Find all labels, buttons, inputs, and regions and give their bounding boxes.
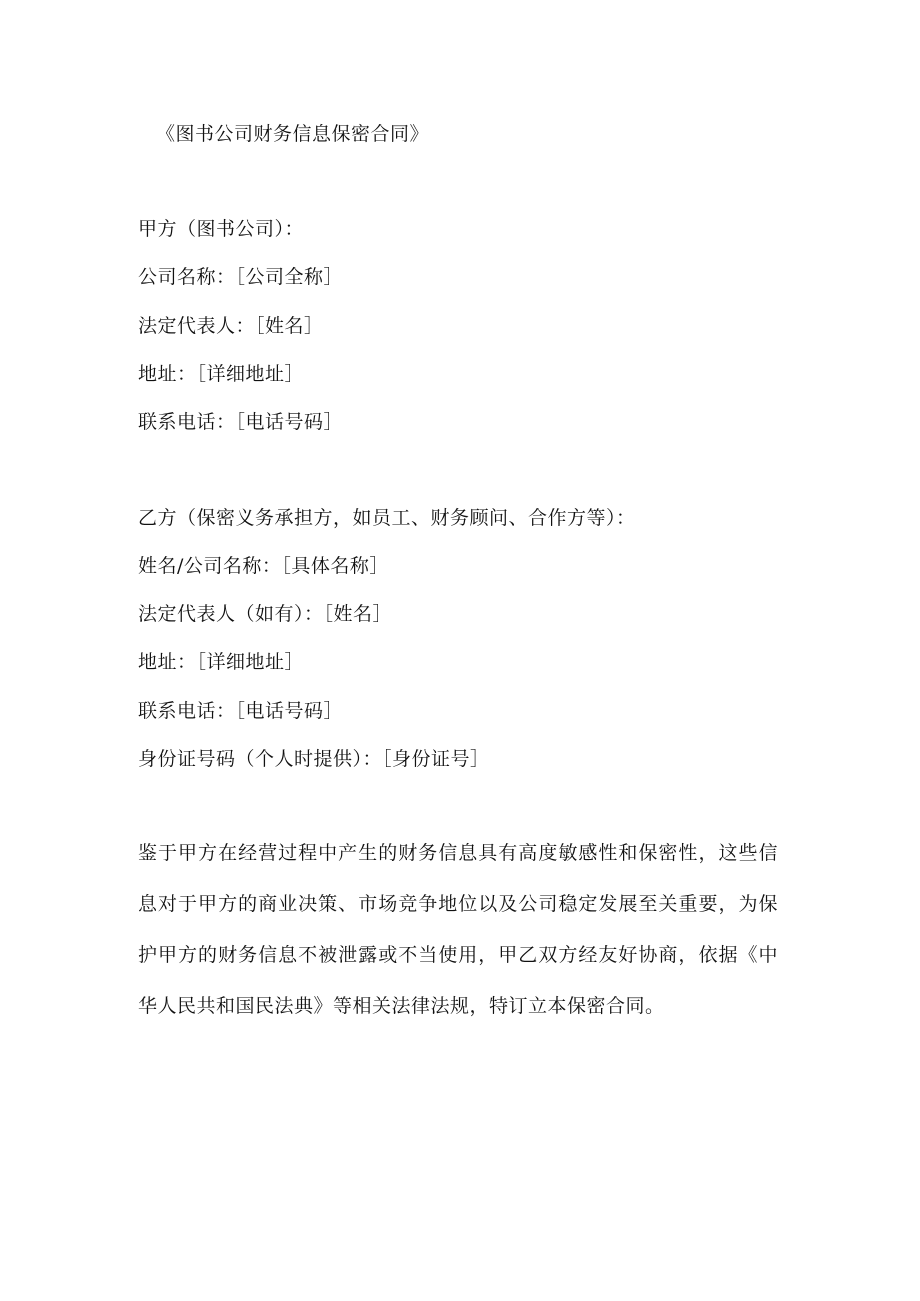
party-b-heading: 乙方（保密义务承担方，如员工、财务顾问、合作方等）： xyxy=(138,507,636,529)
party-b-id-number: 身份证号码（个人时提供）：［身份证号］ xyxy=(138,748,490,770)
party-b-legal-rep: 法定代表人（如有）：［姓名］ xyxy=(138,603,393,625)
party-a-heading: 甲方（图书公司）： xyxy=(138,218,305,240)
party-b-phone: 联系电话：［电话号码］ xyxy=(138,700,344,722)
party-a-address: 地址：［详细地址］ xyxy=(138,363,305,385)
party-b-name: 姓名/公司名称：［具体名称］ xyxy=(138,555,389,577)
party-b-address: 地址：［详细地址］ xyxy=(138,651,305,673)
preamble-paragraph: 鉴于甲方在经营过程中产生的财务信息具有高度敏感性和保密性，这些信息对于甲方的商业决策、市场竞争地位以及公司稳定发展至关重要，为保护甲方的财务信息不被泄露或不当使用，甲乙双方经友好协商，依据《中华人民共和国民法典》等相关法律法规，特订立本保密合同。 xyxy=(138,842,778,1017)
party-a-phone: 联系电话：［电话号码］ xyxy=(138,411,344,433)
party-a-company-name: 公司名称：［公司全称］ xyxy=(138,266,344,288)
document-title: 《图书公司财务信息保密合同》 xyxy=(156,123,430,145)
party-a-legal-rep: 法定代表人：［姓名］ xyxy=(138,315,324,337)
